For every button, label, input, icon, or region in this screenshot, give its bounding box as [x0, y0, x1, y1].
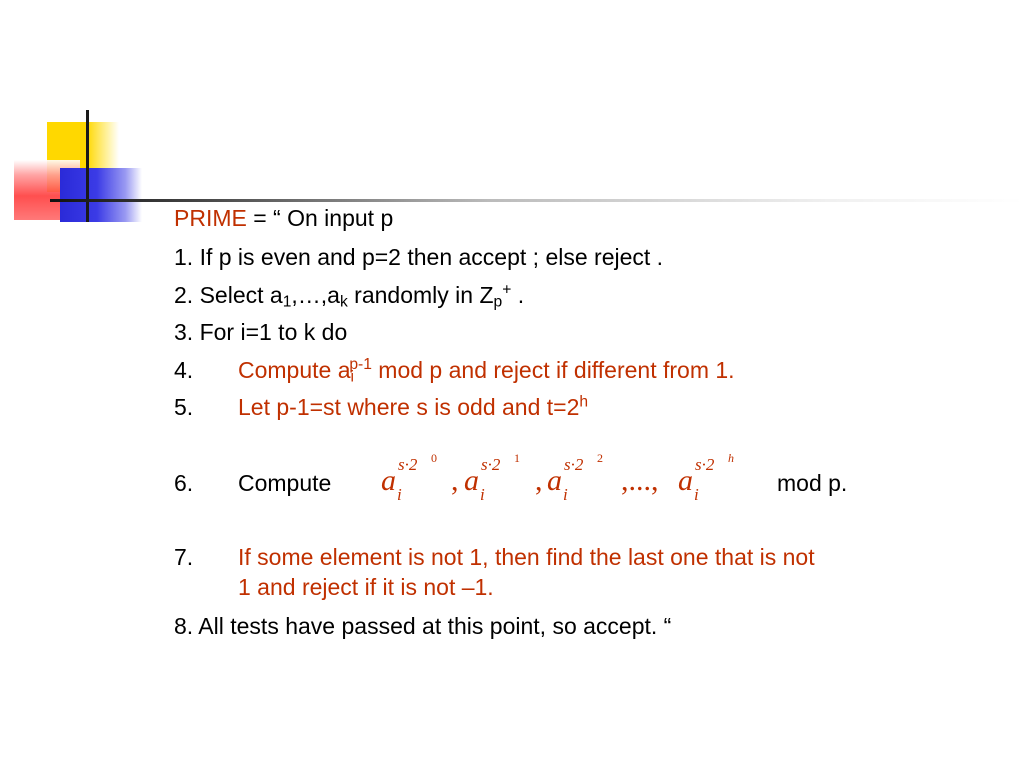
decorative-vertical-line [86, 110, 89, 222]
step-7-text-line-2: 1 and reject if it is not –1. [238, 574, 494, 600]
formula-exp-base-3: s·2 [695, 455, 715, 474]
formula-base-1: a [464, 464, 479, 497]
formula-base-3: a [678, 464, 693, 497]
formula-separator-1: , [535, 464, 543, 497]
formula-exp-base-0: s·2 [398, 455, 418, 474]
formula-exponent-3: h [728, 451, 734, 465]
step-3: 3. For i=1 to k do [174, 319, 348, 345]
step-6-suffix: mod p. [777, 470, 848, 496]
step-4-text: Compute $a_i^{p-1}$ mod p and reject if different from 1. [238, 356, 735, 386]
step-6-formula [381, 448, 761, 508]
prime-keyword: PRIME [174, 205, 247, 231]
step-1: 1. If p is even and p=2 then accept ; else reject . [174, 244, 664, 270]
formula-base-2: a [547, 464, 562, 497]
decorative-horizontal-rule [50, 199, 1024, 202]
step-5-text: Let p-1=st where s is odd and $t=2^h$ [238, 393, 589, 420]
formula-index-1: i [480, 485, 485, 504]
step-5-number: 5. [174, 394, 194, 420]
step-2: 2. Select $a_1,\dots,a_k$ randomly in $Z_p^+$ . [174, 281, 525, 311]
step-7-number: 7. [174, 544, 194, 570]
formula-svg [381, 448, 761, 508]
formula-index-3: i [694, 485, 699, 504]
formula-index-2: i [563, 485, 568, 504]
formula-exponent-0: 0 [431, 451, 437, 465]
formula-base-0: a [381, 464, 396, 497]
prime-definition-line [174, 204, 393, 232]
prime-definition-rest: = “ On input p [246, 205, 394, 231]
formula-exp-base-2: s·2 [564, 455, 584, 474]
step-8: 8. All tests have passed at this point, so accept. “ [174, 613, 672, 639]
decorative-blue-square [60, 168, 142, 222]
formula-exponent-1: 1 [514, 451, 520, 465]
step-6-text: Compute [238, 470, 332, 496]
step-4-number: 4. [174, 357, 194, 383]
formula-separator-2: ,..., [621, 464, 659, 497]
formula-exp-base-1: s·2 [481, 455, 501, 474]
formula-separator-0: , [451, 464, 459, 497]
formula-index-0: i [397, 485, 402, 504]
formula-exponent-2: 2 [597, 451, 603, 465]
step-6-number: 6. [174, 470, 194, 496]
step-7-text-line-1: If some element is not 1, then find the last one that is not [238, 544, 815, 570]
